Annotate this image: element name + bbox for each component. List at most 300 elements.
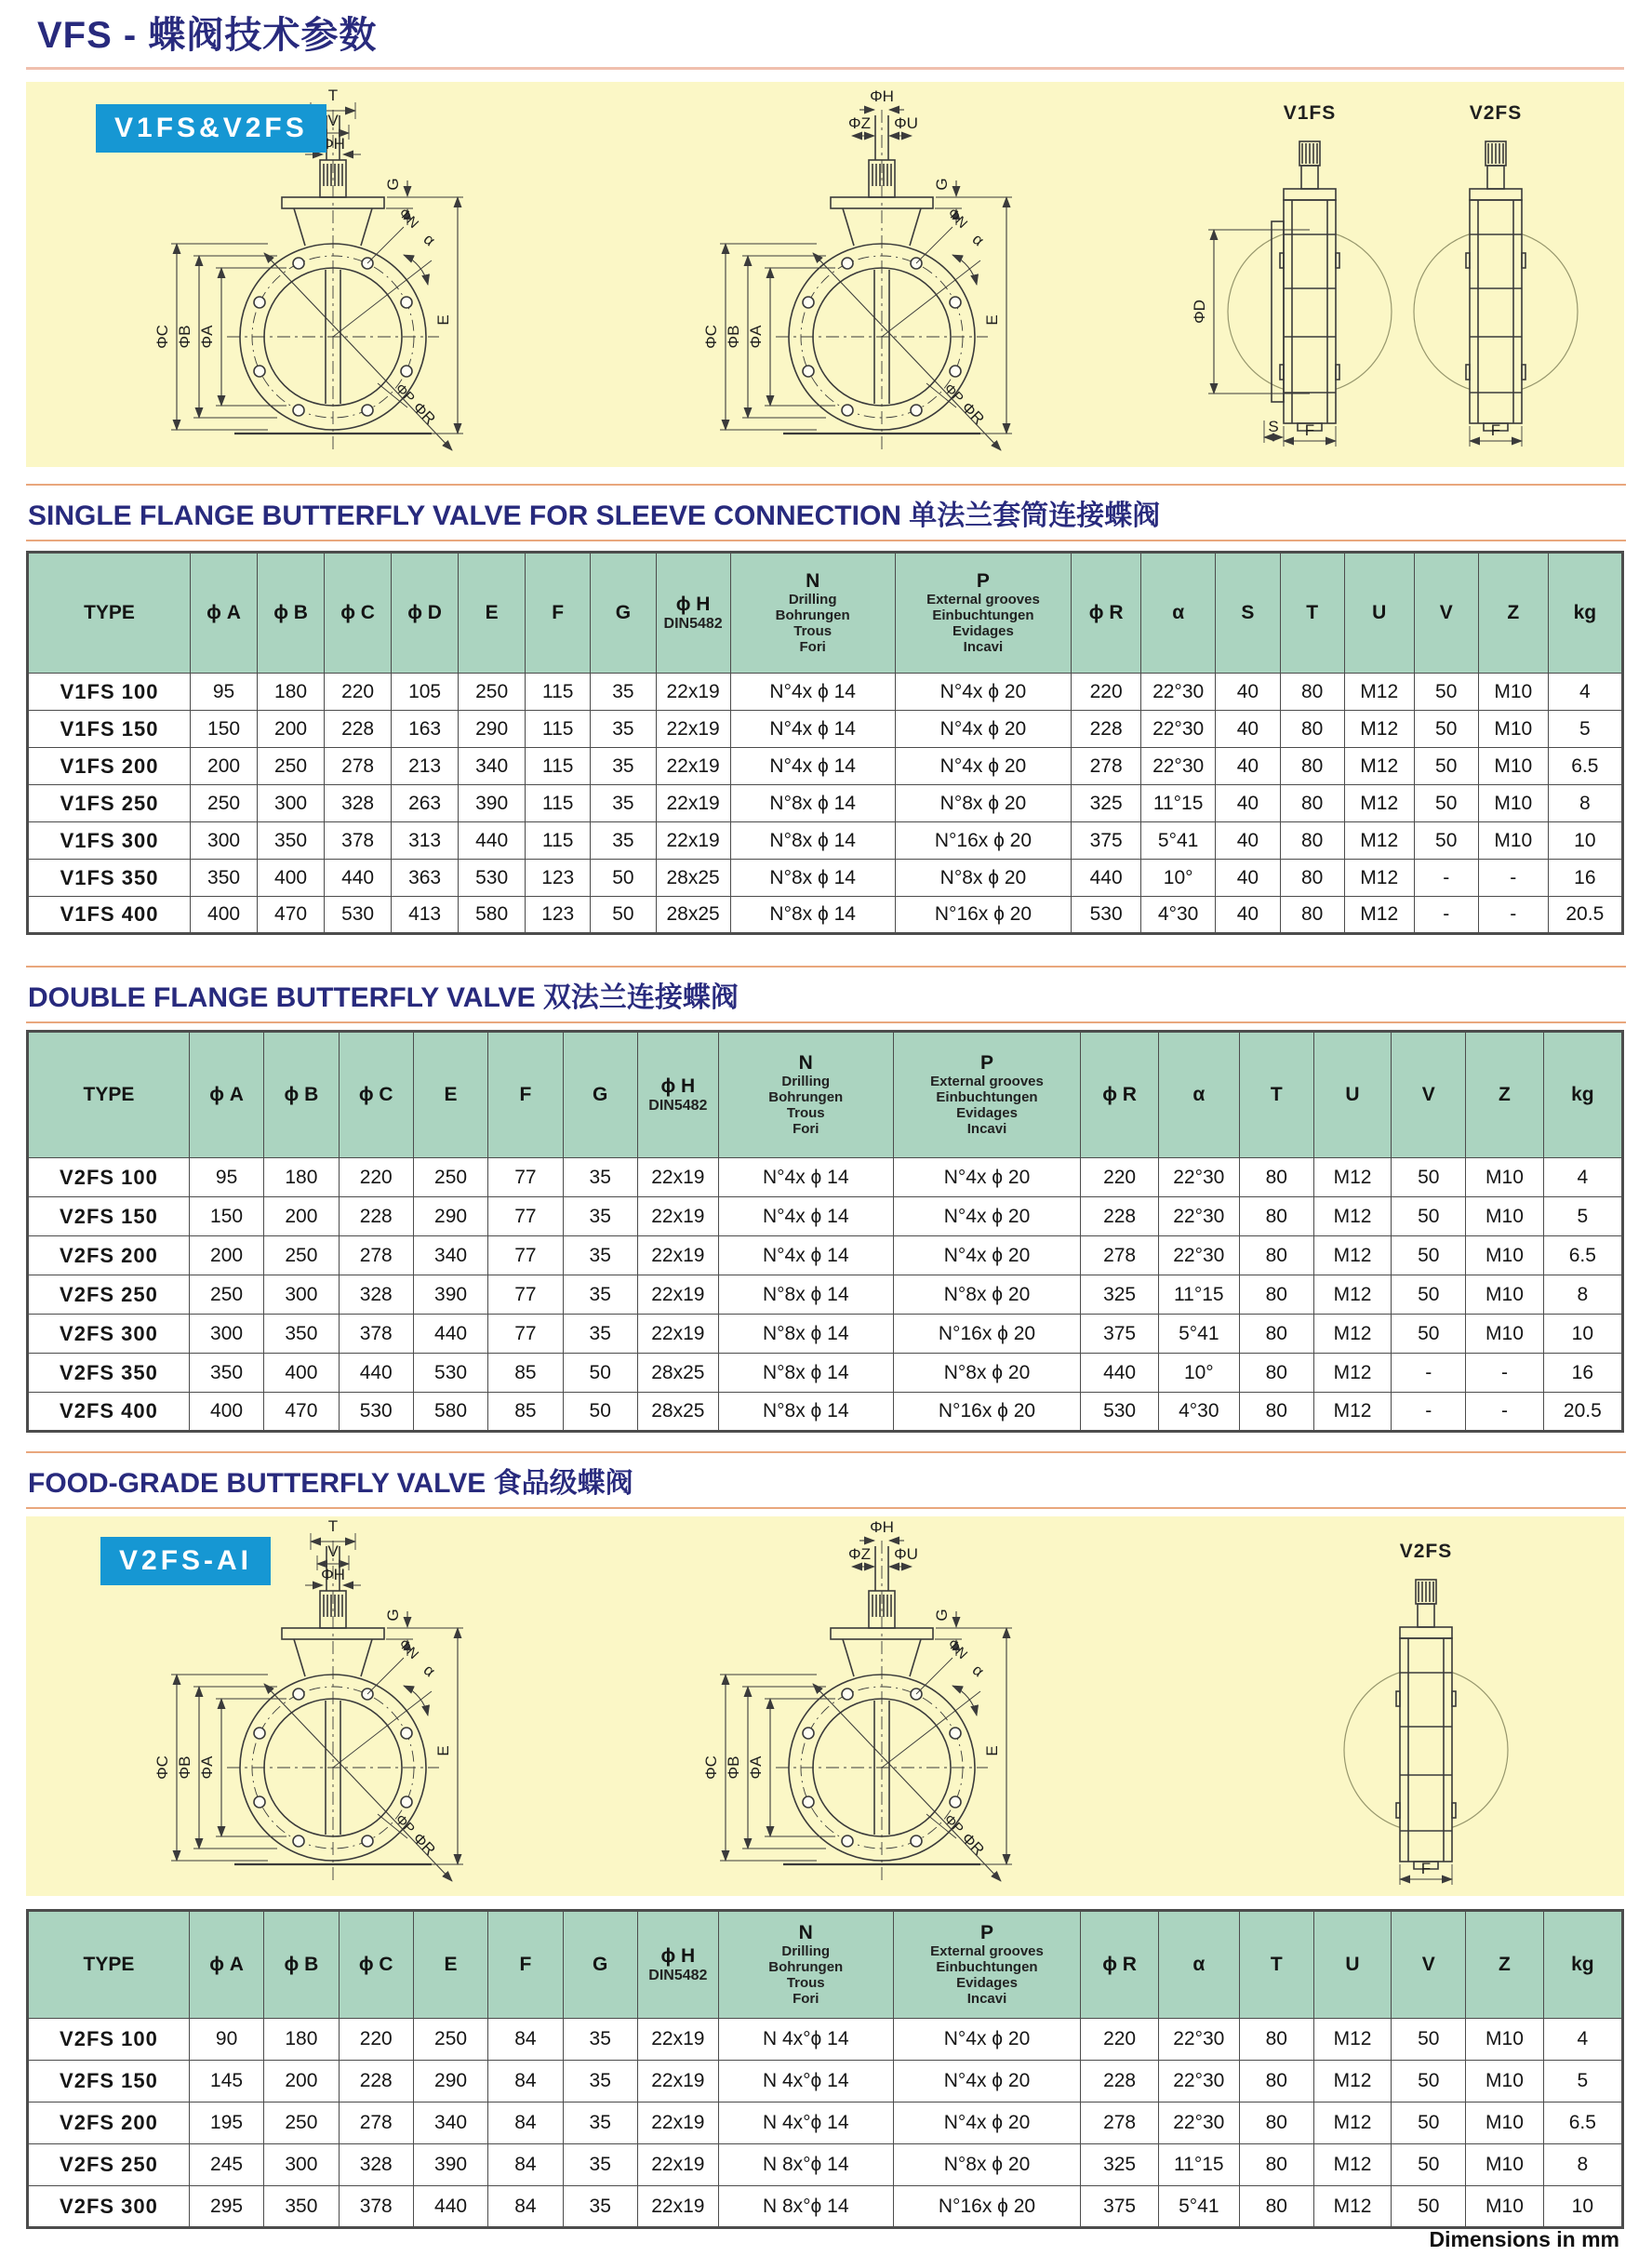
section-heading-food-grade	[26, 1451, 1626, 1509]
value-cell: 80	[1239, 2186, 1313, 2228]
value-cell: N 4x°ϕ 14	[718, 2102, 893, 2144]
table-row	[28, 1315, 1623, 1354]
drawing-panel-v1fs-v2fs	[26, 82, 1624, 467]
value-cell: N 8x°ϕ 14	[718, 2144, 893, 2186]
value-cell: 80	[1280, 748, 1344, 785]
value-cell: M12	[1313, 2102, 1391, 2144]
value-cell: 313	[392, 822, 459, 860]
value-cell: M12	[1313, 1158, 1391, 1197]
value-cell: N°4x ϕ 14	[718, 1158, 893, 1197]
value-cell: N°8x ϕ 14	[718, 1393, 893, 1432]
value-cell: 35	[591, 674, 656, 711]
value-cell: 4	[1543, 1158, 1622, 1197]
column-header: ϕ H DIN5482	[637, 1911, 718, 2019]
value-cell: 35	[591, 822, 656, 860]
column-header: α	[1158, 1032, 1239, 1158]
value-cell: 40	[1216, 860, 1280, 897]
type-cell: V2FS 100	[28, 1158, 190, 1197]
value-cell: 440	[413, 1315, 487, 1354]
column-header: ϕ B	[264, 1911, 339, 2019]
value-cell: 530	[413, 1354, 487, 1393]
column-header: T	[1280, 553, 1344, 674]
value-cell: 80	[1239, 1354, 1313, 1393]
value-cell: 22°30	[1141, 711, 1216, 748]
value-cell: 390	[459, 785, 526, 822]
type-cell: V1FS 150	[28, 711, 191, 748]
value-cell: 350	[189, 1354, 263, 1393]
value-cell: 84	[488, 2061, 563, 2102]
model-badge-v2fs-ai: V2FS-AI	[100, 1537, 271, 1585]
value-cell: 22x19	[656, 822, 730, 860]
value-cell: N°16x ϕ 20	[893, 1315, 1081, 1354]
value-cell: 50	[1392, 1275, 1466, 1315]
value-cell: M12	[1313, 1275, 1391, 1315]
value-cell: 580	[413, 1393, 487, 1432]
value-cell: 40	[1216, 748, 1280, 785]
value-cell: 10	[1548, 822, 1622, 860]
value-cell: M12	[1313, 1354, 1391, 1393]
value-cell: 35	[563, 1197, 637, 1236]
type-cell: V2FS 250	[28, 2144, 190, 2186]
value-cell: 40	[1216, 711, 1280, 748]
type-cell: V2FS 150	[28, 2061, 190, 2102]
divider-rule	[26, 67, 1624, 70]
value-cell: 5°41	[1141, 822, 1216, 860]
value-cell: 84	[488, 2102, 563, 2144]
value-cell: 115	[526, 748, 591, 785]
value-cell: M10	[1466, 1158, 1543, 1197]
value-cell: 80	[1280, 860, 1344, 897]
value-cell: 340	[413, 1236, 487, 1275]
table-row	[28, 785, 1623, 822]
value-cell: N°8x ϕ 14	[718, 1354, 893, 1393]
value-cell: 84	[488, 2186, 563, 2228]
type-cell: V1FS 200	[28, 748, 191, 785]
value-cell: M12	[1344, 897, 1414, 934]
column-header: ϕ A	[189, 1032, 263, 1158]
drawing-panel-v2fs-ai	[26, 1516, 1624, 1896]
table-row	[28, 860, 1623, 897]
column-header: ϕ H DIN5482	[637, 1032, 718, 1158]
table-row	[28, 1275, 1623, 1315]
value-cell: M12	[1344, 748, 1414, 785]
column-header: P External grooves Einbuchtungen Evidages Incavi	[895, 553, 1072, 674]
table-row	[28, 1236, 1623, 1275]
value-cell: -	[1478, 897, 1548, 934]
value-cell: 325	[1081, 2144, 1158, 2186]
column-header: Z	[1466, 1032, 1543, 1158]
value-cell: M12	[1344, 860, 1414, 897]
column-header: E	[413, 1032, 487, 1158]
value-cell: 35	[563, 2061, 637, 2102]
value-cell: 295	[189, 2186, 263, 2228]
value-cell: 300	[264, 2144, 339, 2186]
column-header: N Drilling Bohrungen Trous Fori	[718, 1032, 893, 1158]
type-cell: V2FS 400	[28, 1393, 190, 1432]
value-cell: 95	[189, 1158, 263, 1197]
value-cell: 80	[1239, 1158, 1313, 1197]
column-header: F	[488, 1911, 563, 2019]
value-cell: 440	[413, 2186, 487, 2228]
table-row	[28, 1393, 1623, 1432]
value-cell: M10	[1478, 674, 1548, 711]
value-cell: 77	[488, 1158, 563, 1197]
value-cell: 378	[339, 1315, 413, 1354]
column-header: ϕ C	[339, 1032, 413, 1158]
section-heading-text: SINGLE FLANGE BUTTERFLY VALVE FOR SLEEVE CONNECTION 单法兰套筒连接蝶阀	[28, 501, 1161, 531]
value-cell: N°4x ϕ 20	[895, 674, 1072, 711]
value-cell: N°16x ϕ 20	[895, 822, 1072, 860]
section-heading-double-flange	[26, 966, 1626, 1023]
value-cell: 85	[488, 1354, 563, 1393]
column-header: α	[1158, 1911, 1239, 2019]
value-cell: M12	[1313, 2144, 1391, 2186]
value-cell: 40	[1216, 674, 1280, 711]
value-cell: 228	[1081, 2061, 1158, 2102]
value-cell: N°4x ϕ 20	[893, 2019, 1081, 2061]
value-cell: M12	[1344, 785, 1414, 822]
value-cell: -	[1414, 860, 1478, 897]
value-cell: 328	[339, 1275, 413, 1315]
value-cell: 200	[189, 1236, 263, 1275]
value-cell: 250	[264, 1236, 339, 1275]
value-cell: 50	[1392, 1158, 1466, 1197]
value-cell: 8	[1543, 2144, 1622, 2186]
value-cell: 85	[488, 1393, 563, 1432]
value-cell: 50	[1414, 711, 1478, 748]
type-cell: V1FS 250	[28, 785, 191, 822]
value-cell: 22°30	[1158, 1158, 1239, 1197]
value-cell: 20.5	[1548, 897, 1622, 934]
type-cell: V1FS 100	[28, 674, 191, 711]
value-cell: 22x19	[637, 2144, 718, 2186]
value-cell: 77	[488, 1315, 563, 1354]
value-cell: 35	[563, 2186, 637, 2228]
value-cell: 22°30	[1158, 2019, 1239, 2061]
value-cell: 35	[563, 1158, 637, 1197]
value-cell: 228	[1081, 1197, 1158, 1236]
value-cell: 10°	[1158, 1354, 1239, 1393]
value-cell: 80	[1280, 711, 1344, 748]
value-cell: 530	[1072, 897, 1141, 934]
value-cell: M10	[1466, 2061, 1543, 2102]
value-cell: 22°30	[1158, 1236, 1239, 1275]
type-cell: V1FS 300	[28, 822, 191, 860]
value-cell: 300	[189, 1315, 263, 1354]
value-cell: 77	[488, 1275, 563, 1315]
value-cell: 530	[339, 1393, 413, 1432]
value-cell: 530	[1081, 1393, 1158, 1432]
value-cell: 220	[1081, 2019, 1158, 2061]
value-cell: 250	[264, 2102, 339, 2144]
value-cell: 123	[526, 860, 591, 897]
type-cell: V2FS 200	[28, 2102, 190, 2144]
value-cell: 530	[459, 860, 526, 897]
column-header: F	[526, 553, 591, 674]
value-cell: 50	[563, 1354, 637, 1393]
value-cell: 375	[1072, 822, 1141, 860]
value-cell: 250	[189, 1275, 263, 1315]
value-cell: 440	[325, 860, 392, 897]
value-cell: M10	[1478, 711, 1548, 748]
value-cell: 220	[339, 1158, 413, 1197]
value-cell: N°4x ϕ 20	[893, 1197, 1081, 1236]
value-cell: 40	[1216, 822, 1280, 860]
value-cell: N°16x ϕ 20	[895, 897, 1072, 934]
value-cell: 250	[413, 1158, 487, 1197]
type-cell: V2FS 200	[28, 1236, 190, 1275]
value-cell: 375	[1081, 1315, 1158, 1354]
value-cell: 300	[258, 785, 325, 822]
value-cell: 470	[264, 1393, 339, 1432]
value-cell: M10	[1466, 1275, 1543, 1315]
value-cell: 50	[1414, 674, 1478, 711]
value-cell: 77	[488, 1236, 563, 1275]
value-cell: N°4x ϕ 14	[718, 1236, 893, 1275]
value-cell: 278	[325, 748, 392, 785]
value-cell: 50	[591, 897, 656, 934]
column-header: ϕ B	[258, 553, 325, 674]
table-food-grade	[26, 1909, 1624, 2229]
value-cell: 228	[339, 2061, 413, 2102]
table-row	[28, 897, 1623, 934]
value-cell: 80	[1280, 674, 1344, 711]
column-header: ϕ R	[1072, 553, 1141, 674]
value-cell: 35	[563, 2144, 637, 2186]
value-cell: 50	[1392, 2144, 1466, 2186]
value-cell: 220	[325, 674, 392, 711]
value-cell: 105	[392, 674, 459, 711]
table-row	[28, 1158, 1623, 1197]
value-cell: 220	[1081, 1158, 1158, 1197]
value-cell: 22x19	[637, 2186, 718, 2228]
front-view-drawing-middle	[702, 87, 1012, 450]
value-cell: 84	[488, 2144, 563, 2186]
value-cell: 350	[264, 2186, 339, 2228]
type-cell: V1FS 350	[28, 860, 191, 897]
column-header: T	[1239, 1911, 1313, 2019]
value-cell: 28x25	[656, 897, 730, 934]
type-cell: V2FS 100	[28, 2019, 190, 2061]
value-cell: 278	[1072, 748, 1141, 785]
value-cell: 11°15	[1158, 1275, 1239, 1315]
column-header: V	[1392, 1911, 1466, 2019]
column-header: TYPE	[28, 1032, 190, 1158]
value-cell: 400	[189, 1393, 263, 1432]
column-header: N Drilling Bohrungen Trous Fori	[718, 1911, 893, 2019]
column-header: V	[1414, 553, 1478, 674]
side-view-v2fs	[1414, 102, 1578, 447]
value-cell: M12	[1313, 2186, 1391, 2228]
value-cell: 80	[1239, 1197, 1313, 1236]
table-row	[28, 2061, 1623, 2102]
value-cell: 180	[264, 2019, 339, 2061]
value-cell: 16	[1548, 860, 1622, 897]
value-cell: 440	[1081, 1354, 1158, 1393]
value-cell: 22°30	[1141, 748, 1216, 785]
value-cell: 50	[1392, 1315, 1466, 1354]
value-cell: N°8x ϕ 14	[730, 785, 895, 822]
column-header: kg	[1548, 553, 1622, 674]
value-cell: 363	[392, 860, 459, 897]
value-cell: 4°30	[1141, 897, 1216, 934]
value-cell: 35	[563, 1236, 637, 1275]
value-cell: N°8x ϕ 20	[895, 785, 1072, 822]
value-cell: N°16x ϕ 20	[893, 1393, 1081, 1432]
value-cell: N 4x°ϕ 14	[718, 2061, 893, 2102]
column-header: ϕ B	[264, 1032, 339, 1158]
column-header: TYPE	[28, 553, 191, 674]
value-cell: 40	[1216, 785, 1280, 822]
value-cell: N°8x ϕ 20	[893, 2144, 1081, 2186]
value-cell: 16	[1543, 1354, 1622, 1393]
table-row	[28, 1354, 1623, 1393]
value-cell: M10	[1466, 1315, 1543, 1354]
value-cell: 50	[1392, 1197, 1466, 1236]
column-header: ϕ C	[325, 553, 392, 674]
value-cell: 278	[339, 2102, 413, 2144]
side-view-label-v2fs: V2FS	[1469, 102, 1523, 124]
value-cell: 220	[1072, 674, 1141, 711]
value-cell: 28x25	[656, 860, 730, 897]
type-cell: V2FS 300	[28, 2186, 190, 2228]
value-cell: 213	[392, 748, 459, 785]
table-row	[28, 2019, 1623, 2061]
value-cell: 290	[413, 1197, 487, 1236]
value-cell: M10	[1478, 785, 1548, 822]
value-cell: 290	[459, 711, 526, 748]
column-header: Z	[1466, 1911, 1543, 2019]
value-cell: 22x19	[637, 2061, 718, 2102]
value-cell: M10	[1466, 2102, 1543, 2144]
value-cell: 50	[1414, 785, 1478, 822]
column-header: U	[1313, 1911, 1391, 2019]
value-cell: 375	[1081, 2186, 1158, 2228]
value-cell: 22°30	[1141, 674, 1216, 711]
value-cell: N°8x ϕ 14	[730, 860, 895, 897]
value-cell: 250	[258, 748, 325, 785]
value-cell: N°8x ϕ 14	[718, 1315, 893, 1354]
type-cell: V1FS 400	[28, 897, 191, 934]
value-cell: M12	[1344, 711, 1414, 748]
value-cell: M10	[1478, 822, 1548, 860]
table-row	[28, 748, 1623, 785]
value-cell: N°4x ϕ 14	[730, 711, 895, 748]
value-cell: N 4x°ϕ 14	[718, 2019, 893, 2061]
value-cell: N°8x ϕ 14	[718, 1275, 893, 1315]
value-cell: 35	[591, 785, 656, 822]
column-header: kg	[1543, 1032, 1622, 1158]
value-cell: 115	[526, 785, 591, 822]
value-cell: 580	[459, 897, 526, 934]
value-cell: 22x19	[656, 748, 730, 785]
value-cell: -	[1392, 1354, 1466, 1393]
value-cell: 5	[1543, 2061, 1622, 2102]
value-cell: 325	[1081, 1275, 1158, 1315]
column-header: T	[1239, 1032, 1313, 1158]
value-cell: 95	[191, 674, 258, 711]
value-cell: 8	[1543, 1275, 1622, 1315]
value-cell: 80	[1239, 2019, 1313, 2061]
value-cell: 50	[1392, 2186, 1466, 2228]
value-cell: 22°30	[1158, 2061, 1239, 2102]
type-cell: V2FS 350	[28, 1354, 190, 1393]
value-cell: 123	[526, 897, 591, 934]
column-header: U	[1313, 1032, 1391, 1158]
value-cell: M10	[1466, 2186, 1543, 2228]
table-row	[28, 822, 1623, 860]
value-cell: 200	[258, 711, 325, 748]
value-cell: 325	[1072, 785, 1141, 822]
value-cell: 80	[1239, 2144, 1313, 2186]
value-cell: 350	[258, 822, 325, 860]
value-cell: 80	[1280, 785, 1344, 822]
value-cell: N°4x ϕ 20	[895, 748, 1072, 785]
column-header: G	[591, 553, 656, 674]
value-cell: N°4x ϕ 14	[730, 748, 895, 785]
side-view-v2fs-food-grade	[1344, 1541, 1508, 1885]
column-header: G	[563, 1911, 637, 2019]
value-cell: 340	[413, 2102, 487, 2144]
value-cell: 35	[563, 2019, 637, 2061]
column-header: Z	[1478, 553, 1548, 674]
column-header: E	[413, 1911, 487, 2019]
value-cell: N 8x°ϕ 14	[718, 2186, 893, 2228]
value-cell: 80	[1239, 1393, 1313, 1432]
value-cell: 28x25	[637, 1354, 718, 1393]
column-header: ϕ D	[392, 553, 459, 674]
value-cell: 22x19	[637, 1197, 718, 1236]
value-cell: M12	[1344, 822, 1414, 860]
value-cell: 80	[1239, 1315, 1313, 1354]
value-cell: 4	[1543, 2019, 1622, 2061]
value-cell: 300	[191, 822, 258, 860]
table-row	[28, 1197, 1623, 1236]
value-cell: 300	[264, 1275, 339, 1315]
value-cell: 4°30	[1158, 1393, 1239, 1432]
column-header: U	[1344, 553, 1414, 674]
value-cell: N°16x ϕ 20	[893, 2186, 1081, 2228]
value-cell: -	[1478, 860, 1548, 897]
value-cell: 145	[189, 2061, 263, 2102]
value-cell: N°8x ϕ 20	[893, 1275, 1081, 1315]
value-cell: 35	[591, 711, 656, 748]
value-cell: 50	[563, 1393, 637, 1432]
value-cell: 50	[1392, 1236, 1466, 1275]
value-cell: 440	[459, 822, 526, 860]
type-cell: V2FS 300	[28, 1315, 190, 1354]
column-header: P External grooves Einbuchtungen Evidages Incavi	[893, 1911, 1081, 2019]
value-cell: M12	[1313, 1197, 1391, 1236]
value-cell: N°4x ϕ 14	[718, 1197, 893, 1236]
model-badge-v1fs-v2fs: V1FS&V2FS	[96, 104, 326, 153]
value-cell: M10	[1466, 1236, 1543, 1275]
value-cell: 328	[325, 785, 392, 822]
value-cell: 163	[392, 711, 459, 748]
value-cell: 10	[1543, 2186, 1622, 2228]
value-cell: M10	[1466, 2144, 1543, 2186]
value-cell: 80	[1280, 822, 1344, 860]
type-cell: V2FS 150	[28, 1197, 190, 1236]
value-cell: 22x19	[656, 711, 730, 748]
value-cell: 6.5	[1548, 748, 1622, 785]
value-cell: 20.5	[1543, 1393, 1622, 1432]
value-cell: 400	[258, 860, 325, 897]
value-cell: 228	[1072, 711, 1141, 748]
column-header: F	[488, 1032, 563, 1158]
value-cell: 80	[1239, 2102, 1313, 2144]
table-single-flange	[26, 551, 1624, 935]
